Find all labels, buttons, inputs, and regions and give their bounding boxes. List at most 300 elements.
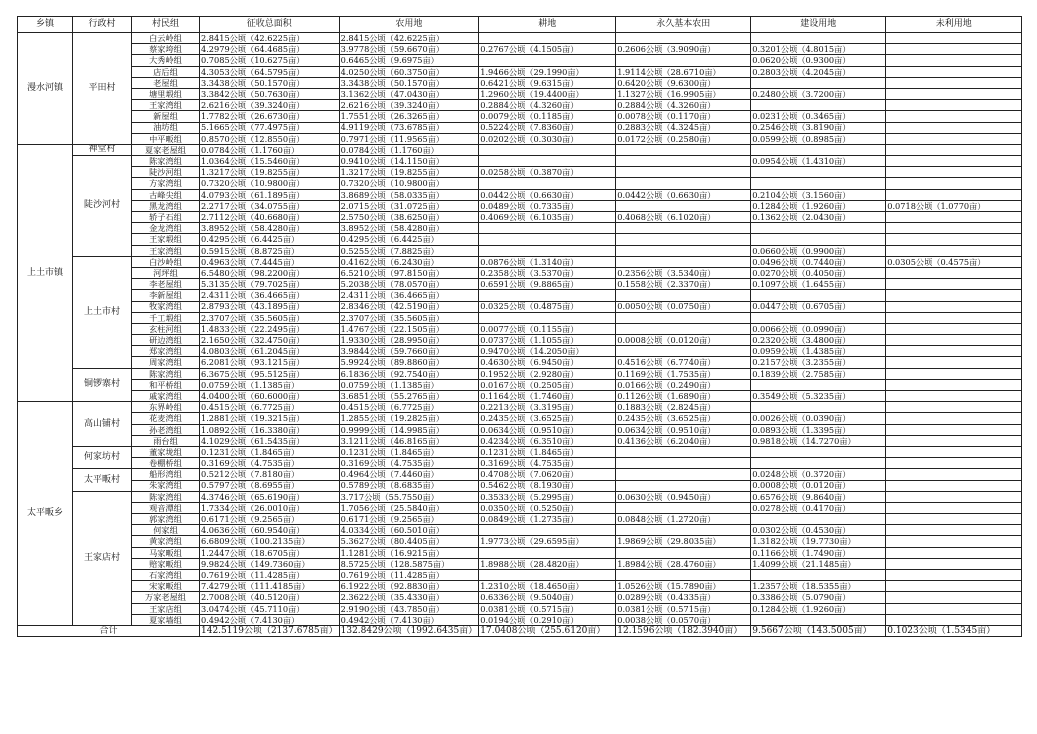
construction-land-cell: 0.0496公顷（0.7440亩） [751, 256, 886, 267]
basic-farmland-cell [616, 502, 751, 513]
unused-land-cell [886, 536, 1022, 547]
table-row [18, 33, 1022, 44]
total-area-cell: 0.6171公顷（9.2565亩） [200, 514, 340, 525]
agricultural-land-cell: 0.3169公顷（4.7535亩） [339, 458, 479, 469]
basic-farmland-cell [616, 312, 751, 323]
total-label: 合计 [18, 625, 200, 636]
unused-land-cell [886, 502, 1022, 513]
total-area-cell: 1.0892公顷（16.3380亩） [200, 424, 340, 435]
basic-farmland-cell: 0.1169公顷（1.7535亩） [616, 368, 751, 379]
agricultural-land-cell: 6.1922公顷（92.8830亩） [339, 581, 479, 592]
construction-land-cell: 0.1284公顷（1.9260亩） [751, 200, 886, 211]
total-area-cell: 2.3707公顷（35.5605亩） [200, 312, 340, 323]
header-unused-land: 未利用地 [886, 17, 1022, 33]
cultivated-land-cell: 0.6421公顷（9.6315亩） [479, 77, 616, 88]
unused-land-cell [886, 413, 1022, 424]
cultivated-land-cell [479, 525, 616, 536]
construction-land-cell [751, 458, 886, 469]
cultivated-land-cell: 1.9466公顷（29.1990亩） [479, 66, 616, 77]
agricultural-land-cell: 3.6851公顷（55.2765亩） [339, 391, 479, 402]
basic-farmland-cell: 1.1327公顷（16.9905亩） [616, 88, 751, 99]
cultivated-land-cell [479, 223, 616, 234]
construction-land-cell [751, 223, 886, 234]
group-name: 朱家湾组 [132, 480, 200, 491]
cultivated-land-cell: 0.3533公顷（5.2995亩） [479, 491, 616, 502]
cultivated-land-cell: 0.0167公顷（0.2505亩） [479, 379, 616, 390]
agricultural-land-cell: 3.9844公顷（59.7660亩） [339, 346, 479, 357]
construction-land-cell: 0.9818公顷（14.7270亩） [751, 435, 886, 446]
agricultural-land-cell: 0.0759公顷（1.1385亩） [339, 379, 479, 390]
unused-land-cell [886, 234, 1022, 245]
table-row [18, 279, 1022, 290]
group-name: 王家湾组 [132, 100, 200, 111]
cultivated-land-cell: 0.5224公顷（7.8360亩） [479, 122, 616, 133]
agricultural-land-cell: 2.5750公顷（38.6250亩） [339, 212, 479, 223]
construction-land-cell: 0.2157公顷（3.2355亩） [751, 357, 886, 368]
group-name: 陈家湾组 [132, 156, 200, 167]
cultivated-land-cell [479, 312, 616, 323]
unused-land-cell [886, 480, 1022, 491]
table-row [18, 547, 1022, 558]
total-area-cell: 3.8952公顷（58.4280亩） [200, 223, 340, 234]
unused-land-cell [886, 100, 1022, 111]
cultivated-land-cell: 0.1164公顷（1.7460亩） [479, 391, 616, 402]
table-row [18, 570, 1022, 581]
table-row [18, 111, 1022, 122]
agricultural-land-cell: 0.4515公顷（6.7725亩） [339, 402, 479, 413]
total-area-cell: 2.4311公顷（36.4665亩） [200, 290, 340, 301]
table-row [18, 301, 1022, 312]
unused-land-cell [886, 178, 1022, 189]
total-area-cell: 6.3675公顷（95.5125亩） [200, 368, 340, 379]
group-name: 新屋组 [132, 111, 200, 122]
unused-land-cell [886, 245, 1022, 256]
total-area-cell: 2.7112公顷（40.6680亩） [200, 212, 340, 223]
table-row [18, 212, 1022, 223]
total-cell: 9.5667公顷（143.5005亩） [751, 625, 886, 636]
table-row [18, 402, 1022, 413]
unused-land-cell [886, 55, 1022, 66]
agricultural-land-cell: 2.8415公顷（42.6225亩） [339, 33, 479, 44]
unused-land-cell [886, 77, 1022, 88]
total-area-cell: 0.5797公顷（8.6955亩） [200, 480, 340, 491]
construction-land-cell: 1.2357公顷（18.5355亩） [751, 581, 886, 592]
group-name: 李老屋组 [132, 279, 200, 290]
total-area-cell: 0.0759公顷（1.1385亩） [200, 379, 340, 390]
unused-land-cell [886, 424, 1022, 435]
header-row [18, 17, 1022, 33]
table-body [18, 33, 1022, 626]
total-area-cell: 9.9824公顷（149.7360亩） [200, 558, 340, 569]
table-row [18, 144, 1022, 155]
group-name: 牧家湾组 [132, 301, 200, 312]
group-name: 老屋组 [132, 77, 200, 88]
construction-land-cell [751, 144, 886, 155]
total-area-cell: 0.5212公顷（7.8180亩） [200, 469, 340, 480]
agricultural-land-cell: 0.9410公顷（14.1150亩） [339, 156, 479, 167]
total-area-cell: 5.1665公顷（77.4975亩） [200, 122, 340, 133]
unused-land-cell [886, 88, 1022, 99]
cultivated-land-cell [479, 178, 616, 189]
group-name: 古峰尖组 [132, 189, 200, 200]
group-name: 董家垅组 [132, 446, 200, 457]
group-name: 马家畈组 [132, 547, 200, 558]
group-name: 王家湾组 [132, 245, 200, 256]
agricultural-land-cell: 1.3217公顷（19.8255亩） [339, 167, 479, 178]
cultivated-land-cell: 0.4630公顷（6.9450亩） [479, 357, 616, 368]
construction-land-cell: 0.1362公顷（2.0430亩） [751, 212, 886, 223]
basic-farmland-cell [616, 144, 751, 155]
total-cell: 0.1023公顷（1.5345亩） [886, 625, 1022, 636]
table-row [18, 558, 1022, 569]
table-row [18, 200, 1022, 211]
group-name: 赔家畈组 [132, 558, 200, 569]
construction-land-cell: 0.2546公顷（3.8190亩） [751, 122, 886, 133]
construction-land-cell [751, 290, 886, 301]
cultivated-land-cell [479, 570, 616, 581]
header-cultivated-land: 耕地 [479, 17, 616, 33]
agricultural-land-cell: 1.9330公顷（28.9950亩） [339, 335, 479, 346]
table-row [18, 234, 1022, 245]
total-area-cell: 1.2447公顷（18.6705亩） [200, 547, 340, 558]
basic-farmland-cell [616, 245, 751, 256]
construction-land-cell: 0.0954公顷（1.4310亩） [751, 156, 886, 167]
unused-land-cell [886, 167, 1022, 178]
agricultural-land-cell: 5.9924公顷（89.8860亩） [339, 357, 479, 368]
construction-land-cell: 0.3549公顷（5.3235亩） [751, 391, 886, 402]
cultivated-land-cell: 0.0489公顷（0.7335亩） [479, 200, 616, 211]
basic-farmland-cell: 0.2356公顷（3.5340亩） [616, 267, 751, 278]
construction-land-cell: 0.1166公顷（1.7490亩） [751, 547, 886, 558]
construction-land-cell: 0.0248公顷（0.3720亩） [751, 469, 886, 480]
construction-land-cell: 0.1839公顷（2.7585亩） [751, 368, 886, 379]
group-name: 研边湾组 [132, 335, 200, 346]
agricultural-land-cell: 0.5789公顷（8.6835亩） [339, 480, 479, 491]
cultivated-land-cell: 0.2884公顷（4.3260亩） [479, 100, 616, 111]
total-row [18, 625, 1022, 636]
total-area-cell: 3.0474公顷（45.7110亩） [200, 603, 340, 614]
basic-farmland-cell [616, 223, 751, 234]
unused-land-cell [886, 592, 1022, 603]
header-town: 乡镇 [18, 17, 73, 33]
table-row [18, 133, 1022, 144]
group-name: 和平桥组 [132, 379, 200, 390]
cultivated-land-cell [479, 234, 616, 245]
unused-land-cell [886, 469, 1022, 480]
total-area-cell: 2.8415公顷（42.6225亩） [200, 33, 340, 44]
agricultural-land-cell: 0.4942公顷（7.4130亩） [339, 614, 479, 625]
header-admin-village: 行政村 [73, 17, 132, 33]
cultivated-land-cell: 0.2358公顷（3.5370亩） [479, 267, 616, 278]
construction-land-cell: 0.0599公顷（0.8985亩） [751, 133, 886, 144]
group-name: 船形湾组 [132, 469, 200, 480]
group-name: 油坊组 [132, 122, 200, 133]
group-name: 玄柱河组 [132, 323, 200, 334]
construction-land-cell: 0.3386公顷（5.0790亩） [751, 592, 886, 603]
basic-farmland-cell [616, 33, 751, 44]
table-row [18, 603, 1022, 614]
agricultural-land-cell: 0.6171公顷（9.2565亩） [339, 514, 479, 525]
total-area-cell: 2.7008公顷（40.5120亩） [200, 592, 340, 603]
unused-land-cell [886, 614, 1022, 625]
agricultural-land-cell: 3.8952公顷（58.4280亩） [339, 223, 479, 234]
cultivated-land-cell: 0.0849公顷（1.2735亩） [479, 514, 616, 525]
basic-farmland-cell: 1.9869公顷（29.8035亩） [616, 536, 751, 547]
construction-land-cell [751, 167, 886, 178]
basic-farmland-cell: 0.4516公顷（6.7740亩） [616, 357, 751, 368]
header-basic-farmland: 永久基本农田 [616, 17, 751, 33]
agricultural-land-cell: 0.9999公顷（14.9985亩） [339, 424, 479, 435]
total-area-cell: 0.7085公顷（10.6275亩） [200, 55, 340, 66]
unused-land-cell [886, 156, 1022, 167]
agricultural-land-cell: 2.3622公顷（35.4330亩） [339, 592, 479, 603]
total-area-cell: 7.4279公顷（111.4185亩） [200, 581, 340, 592]
basic-farmland-cell: 0.0172公顷（0.2580亩） [616, 133, 751, 144]
basic-farmland-cell: 1.9114公顷（28.6710亩） [616, 66, 751, 77]
group-name: 塘里塅组 [132, 88, 200, 99]
total-area-cell: 2.1650公顷（32.4750亩） [200, 335, 340, 346]
basic-farmland-cell [616, 446, 751, 457]
construction-land-cell: 0.0231公顷（0.3465亩） [751, 111, 886, 122]
cultivated-land-cell: 0.0202公顷（0.3030亩） [479, 133, 616, 144]
group-name: 蔡家垮组 [132, 44, 200, 55]
unused-land-cell [886, 212, 1022, 223]
agricultural-land-cell: 0.4964公顷（7.4460亩） [339, 469, 479, 480]
agricultural-land-cell: 2.9190公顷（43.7850亩） [339, 603, 479, 614]
unused-land-cell [886, 44, 1022, 55]
group-name: 千工塅组 [132, 312, 200, 323]
construction-land-cell: 0.0447公顷（0.6705亩） [751, 301, 886, 312]
cultivated-land-cell: 0.4708公顷（7.0620亩） [479, 469, 616, 480]
basic-farmland-cell [616, 256, 751, 267]
construction-land-cell: 1.3182公顷（19.7730亩） [751, 536, 886, 547]
construction-land-cell [751, 77, 886, 88]
cultivated-land-cell: 1.2960公顷（19.4400亩） [479, 88, 616, 99]
group-name: 雨台组 [132, 435, 200, 446]
construction-land-cell [751, 312, 886, 323]
village-name: 王家店村 [73, 491, 132, 625]
village-name: 平田村 [73, 33, 132, 145]
table-row [18, 122, 1022, 133]
construction-land-cell: 0.0959公顷（1.4385亩） [751, 346, 886, 357]
construction-land-cell [751, 446, 886, 457]
cultivated-land-cell: 0.2435公顷（3.6525亩） [479, 413, 616, 424]
group-name: 卷棚桥组 [132, 458, 200, 469]
unused-land-cell [886, 379, 1022, 390]
construction-land-cell: 0.1284公顷（1.9260亩） [751, 603, 886, 614]
construction-land-cell [751, 402, 886, 413]
total-cell: 17.0408公顷（255.6120亩） [479, 625, 616, 636]
agricultural-land-cell: 0.6465公顷（9.6975亩） [339, 55, 479, 66]
basic-farmland-cell [616, 346, 751, 357]
total-area-cell: 0.1231公顷（1.8465亩） [200, 446, 340, 457]
total-area-cell: 4.0803公顷（61.2045亩） [200, 346, 340, 357]
basic-farmland-cell: 0.0038公顷（0.0570亩） [616, 614, 751, 625]
unused-land-cell [886, 189, 1022, 200]
total-area-cell: 1.0364公顷（15.5460亩） [200, 156, 340, 167]
table-row [18, 502, 1022, 513]
unused-land-cell [886, 133, 1022, 144]
table-row [18, 368, 1022, 379]
construction-land-cell: 0.2320公顷（3.4800亩） [751, 335, 886, 346]
construction-land-cell [751, 379, 886, 390]
total-area-cell: 1.2881公顷（19.3215亩） [200, 413, 340, 424]
construction-land-cell: 0.0893公顷（1.3395亩） [751, 424, 886, 435]
table-row [18, 323, 1022, 334]
cultivated-land-cell: 0.0876公顷（1.3140亩） [479, 256, 616, 267]
table-row [18, 469, 1022, 480]
group-name: 戚家湾组 [132, 391, 200, 402]
total-area-cell: 0.5915公顷（8.8725亩） [200, 245, 340, 256]
basic-farmland-cell [616, 55, 751, 66]
cultivated-land-cell [479, 156, 616, 167]
unused-land-cell [886, 267, 1022, 278]
table-row [18, 77, 1022, 88]
group-name: 王家塅组 [132, 234, 200, 245]
construction-land-cell: 0.0660公顷（0.9900亩） [751, 245, 886, 256]
village-name: 上土市村 [73, 256, 132, 368]
group-name: 王家店组 [132, 603, 200, 614]
construction-land-cell: 0.0026公顷（0.0390亩） [751, 413, 886, 424]
table-row [18, 614, 1022, 625]
construction-land-cell [751, 570, 886, 581]
cultivated-land-cell: 0.9470公顷（14.2050亩） [479, 346, 616, 357]
agricultural-land-cell: 1.1281公顷（16.9215亩） [339, 547, 479, 558]
total-area-cell: 4.3746公顷（65.6190亩） [200, 491, 340, 502]
basic-farmland-cell [616, 178, 751, 189]
unused-land-cell [886, 446, 1022, 457]
unused-land-cell [886, 603, 1022, 614]
agricultural-land-cell: 0.7971公顷（11.9565亩） [339, 133, 479, 144]
agricultural-land-cell: 3.1362公顷（47.0430亩） [339, 88, 479, 99]
agricultural-land-cell: 5.2038公顷（78.0570亩） [339, 279, 479, 290]
table-row [18, 424, 1022, 435]
table-row [18, 156, 1022, 167]
table-row [18, 223, 1022, 234]
construction-land-cell: 0.2803公顷（4.2045亩） [751, 66, 886, 77]
group-name: 周家湾组 [132, 357, 200, 368]
total-area-cell: 1.7782公顷（26.6730亩） [200, 111, 340, 122]
basic-farmland-cell: 1.0526公顷（15.7890亩） [616, 581, 751, 592]
cultivated-land-cell: 0.0737公顷（1.1055亩） [479, 335, 616, 346]
header-villager-group: 村民组 [132, 17, 200, 33]
group-name: 宋家畈组 [132, 581, 200, 592]
group-name: 石家湾组 [132, 570, 200, 581]
table-row [18, 267, 1022, 278]
total-area-cell: 4.0636公顷（60.9540亩） [200, 525, 340, 536]
village-name: 何家坊村 [73, 446, 132, 468]
construction-land-cell: 0.0066公顷（0.0990亩） [751, 323, 886, 334]
basic-farmland-cell [616, 458, 751, 469]
total-cell: 142.5119公顷（2137.6785亩） [201, 625, 338, 636]
construction-land-cell [751, 234, 886, 245]
agricultural-land-cell: 2.3707公顷（35.5605亩） [339, 312, 479, 323]
table-row [18, 446, 1022, 457]
basic-farmland-cell: 0.0442公顷（0.6630亩） [616, 189, 751, 200]
total-area-cell: 0.4295公顷（6.4425亩） [200, 234, 340, 245]
basic-farmland-cell: 0.0289公顷（0.4335亩） [616, 592, 751, 603]
table-row [18, 335, 1022, 346]
total-cell: 12.1596公顷（182.3940亩） [616, 625, 751, 636]
group-name: 观音潭组 [132, 502, 200, 513]
unused-land-cell [886, 111, 1022, 122]
unused-land-cell: 0.0305公顷（0.4575亩） [886, 256, 1022, 267]
village-name: 禅堂村 [73, 144, 132, 155]
construction-land-cell: 0.2104公顷（3.1560亩） [751, 189, 886, 200]
cultivated-land-cell: 0.6591公顷（9.8865亩） [479, 279, 616, 290]
total-area-cell: 6.6809公顷（100.2135亩） [200, 536, 340, 547]
village-name: 高山铺村 [73, 402, 132, 447]
total-area-cell: 5.3135公顷（79.7025亩） [200, 279, 340, 290]
unused-land-cell [886, 144, 1022, 155]
agricultural-land-cell: 0.5255公顷（7.8825亩） [339, 245, 479, 256]
table-row [18, 178, 1022, 189]
group-name: 白云岭组 [132, 33, 200, 44]
unused-land-cell [886, 122, 1022, 133]
total-area-cell: 2.2717公顷（34.0755亩） [200, 200, 340, 211]
construction-land-cell: 0.0278公顷（0.4170亩） [751, 502, 886, 513]
table-row [18, 100, 1022, 111]
unused-land-cell [886, 66, 1022, 77]
group-name: 陈家湾组 [132, 368, 200, 379]
basic-farmland-cell: 0.0166公顷（0.2490亩） [616, 379, 751, 390]
agricultural-land-cell: 3.1211公顷（46.8165亩） [339, 435, 479, 446]
cultivated-land-cell: 0.0634公顷（0.9510亩） [479, 424, 616, 435]
construction-land-cell: 0.1097公顷（1.6455亩） [751, 279, 886, 290]
basic-farmland-cell: 0.0634公顷（0.9510亩） [616, 424, 751, 435]
unused-land-cell [886, 301, 1022, 312]
cultivated-land-cell [479, 547, 616, 558]
total-area-cell: 1.3217公顷（19.8255亩） [200, 167, 340, 178]
basic-farmland-cell [616, 469, 751, 480]
cultivated-land-cell: 1.2310公顷（18.4650亩） [479, 581, 616, 592]
cultivated-land-cell: 0.4234公顷（6.3510亩） [479, 435, 616, 446]
cultivated-land-cell: 0.4069公顷（6.1035亩） [479, 212, 616, 223]
basic-farmland-cell: 1.8984公顷（28.4760亩） [616, 558, 751, 569]
construction-land-cell [751, 178, 886, 189]
agricultural-land-cell: 1.2855公顷（19.2825亩） [339, 413, 479, 424]
agricultural-land-cell: 1.4767公顷（22.1505亩） [339, 323, 479, 334]
group-name: 白沙岭组 [132, 256, 200, 267]
group-name: 陡沙河组 [132, 167, 200, 178]
table-row [18, 581, 1022, 592]
total-area-cell: 0.7320公顷（10.9800亩） [200, 178, 340, 189]
cultivated-land-cell: 0.0079公顷（0.1185亩） [479, 111, 616, 122]
group-name: 郭家湾组 [132, 514, 200, 525]
basic-farmland-cell [616, 323, 751, 334]
group-name: 夏家墙组 [132, 614, 200, 625]
cultivated-land-cell: 0.0077公顷（0.1155亩） [479, 323, 616, 334]
cultivated-land-cell: 0.0194公顷（0.2910亩） [479, 614, 616, 625]
unused-land-cell [886, 547, 1022, 558]
group-name: 何家组 [132, 525, 200, 536]
agricultural-land-cell: 0.1231公顷（1.8465亩） [339, 446, 479, 457]
table-row [18, 413, 1022, 424]
table-row [18, 491, 1022, 502]
total-area-cell: 6.5480公顷（98.2200亩） [200, 267, 340, 278]
cultivated-land-cell: 0.2767公顷（4.1505亩） [479, 44, 616, 55]
basic-farmland-cell: 0.0381公顷（0.5715亩） [616, 603, 751, 614]
cultivated-land-cell: 0.0325公顷（0.4875亩） [479, 301, 616, 312]
agricultural-land-cell: 5.3627公顷（80.4405亩） [339, 536, 479, 547]
construction-land-cell: 1.4099公顷（21.1485亩） [751, 558, 886, 569]
table-row [18, 379, 1022, 390]
town-name: 上土市镇 [18, 144, 73, 401]
cultivated-land-cell: 0.1231公顷（1.8465亩） [479, 446, 616, 457]
table-row [18, 167, 1022, 178]
construction-land-cell [751, 614, 886, 625]
village-name: 太平畈村 [73, 469, 132, 491]
